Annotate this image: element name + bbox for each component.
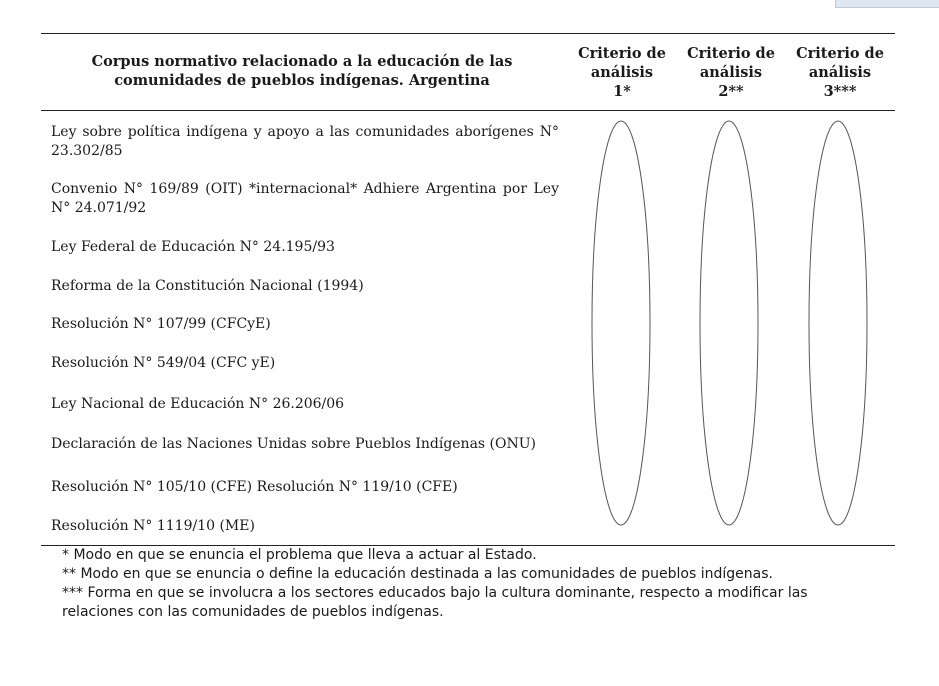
criterion-header-1-line2: análisis <box>590 64 654 81</box>
criterion-header-2-line3: 2** <box>718 83 744 100</box>
criterion-header-2-line1: Criterio de <box>687 45 775 62</box>
table-row-8: Declaración de las Naciones Unidas sobre Pueblos Indígenas (ONU) <box>51 436 537 452</box>
criterion-oval-2 <box>700 121 758 525</box>
criterion-header-2-line2: análisis <box>699 64 763 81</box>
table-row-9: Resolución N° 105/10 (CFE) Resolución N° 119/10 (CFE) <box>51 479 458 495</box>
criterion-oval-1 <box>592 121 650 525</box>
footnote-3: *** Forma en que se involucra a los sectores educados bajo la cultura dominante, respecto a modificar las relaciones con las comunidades de pueblos indígenas. <box>62 585 808 620</box>
table-row-5: Resolución N° 107/99 (CFCyE) <box>51 316 271 332</box>
table-row-7: Ley Nacional de Educación N° 26.206/06 <box>51 396 345 412</box>
criterion-header-3-line3: 3*** <box>823 83 857 100</box>
criterion-header-1-line1: Criterio de <box>578 45 666 62</box>
table-row-6: Resolución N° 549/04 (CFC yE) <box>51 355 276 371</box>
criterion-header-3-line1: Criterio de <box>796 45 884 62</box>
table-row-2: Convenio N° 169/89 (OIT) *internacional* Adhiere Argentina por Ley N° 24.071/92 <box>51 181 559 216</box>
footnote-1: * Modo en que se enuncia el problema que lleva a actuar al Estado. <box>62 547 537 563</box>
criterion-header-1-line3: 1* <box>613 83 631 100</box>
table-row-4: Reforma de la Constitución Nacional (1994) <box>51 278 364 294</box>
table-row-3: Ley Federal de Educación N° 24.195/93 <box>51 239 335 255</box>
footnote-2: ** Modo en que se enuncia o define la educación destinada a las comunidades de pueblos indígenas. <box>62 566 773 582</box>
criterion-oval-3 <box>809 121 867 525</box>
criterion-header-3-line2: análisis <box>808 64 872 81</box>
table-header-title: Corpus normativo relacionado a la educación de las comunidades de pueblos indígenas. Argentina <box>91 53 513 89</box>
footnotes <box>62 546 882 622</box>
table-row-1: Ley sobre política indígena y apoyo a las comunidades aborígenes N° 23.302/85 <box>51 124 559 159</box>
table-row-10: Resolución N° 1119/10 (ME) <box>51 518 255 534</box>
